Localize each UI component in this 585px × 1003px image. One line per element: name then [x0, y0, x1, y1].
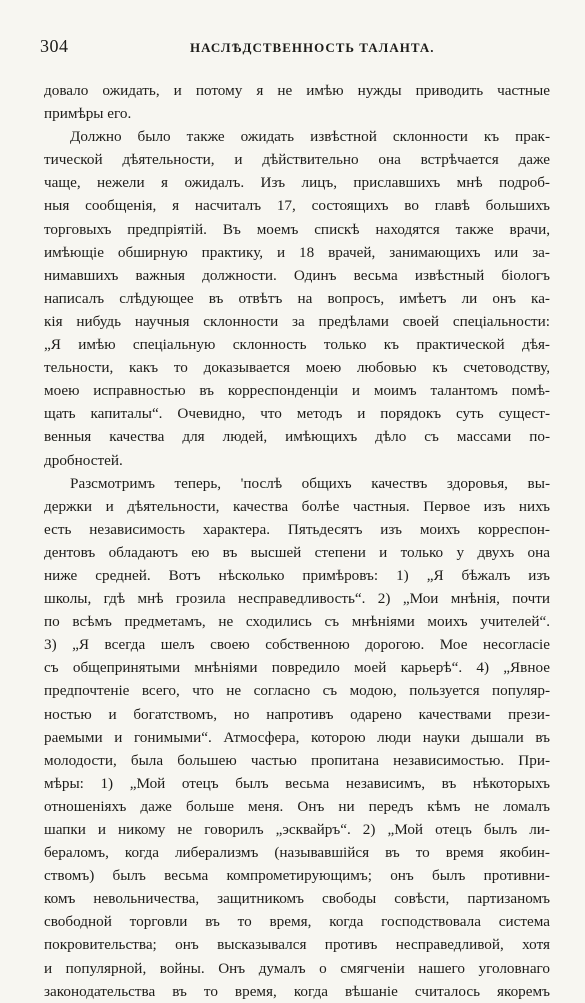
text-line: ствомъ) былъ весьма компрометирующимъ; онъ былъ противни-	[44, 867, 550, 885]
text-line: шапки и никому не говорилъ „эсквайръ“. 2) „Мой отецъ былъ ли-	[44, 821, 550, 838]
text-line: ныя сообщенія, я насчиталъ 17, состоящихъ во главѣ большихъ	[44, 197, 550, 215]
text-line: отношеніяхъ даже больше меня. Онъ ни передъ кѣмъ не ломалъ	[44, 797, 550, 815]
text-line: школы, гдѣ мнѣ грозила несправедливость“. 2) „Мои мнѣнія, почти	[44, 590, 550, 608]
text-line: по всѣмъ предметамъ, не сходились съ мнѣніями моихъ учителей“.	[44, 613, 550, 631]
page-number: 304	[40, 36, 69, 56]
text-line: и популярной, войны. Онъ думалъ о смягченіи нашего уголовнаго	[44, 959, 550, 977]
text-line: тической дѣятельности, и дѣйствительно она встрѣчается даже	[44, 151, 550, 169]
text-line: торговыхъ предпріятій. Въ моемъ спискѣ находятся также врачи,	[44, 220, 550, 238]
text-line: венныя качества для людей, имѣющихъ дѣло съ массами по-	[44, 428, 550, 446]
text-line: дробностей.	[44, 451, 123, 469]
text-line: молодости, была большею частью пропитана независимостью. При-	[44, 751, 550, 769]
text-line: имѣющіе обширную практику, и 18 врачей, занимающихъ или за-	[44, 243, 550, 261]
text-line: примѣры его.	[44, 105, 132, 123]
text-line: написалъ слѣдующее въ отвѣтъ на вопросъ, имѣетъ ли онъ ка-	[44, 289, 550, 307]
text-line: есть независимость характера. Пятьдесятъ изъ моихъ корреспон-	[44, 520, 550, 538]
text-line: комъ невольничества, защитникомъ свободы совѣсти, партизаномъ	[44, 890, 550, 908]
text-line: моею исправностью въ корреспонденціи и моимъ талантомъ помѣ-	[44, 382, 550, 400]
text-line: 3) „Я всегда шелъ своею собственною дорогою. Мое несогласіе	[44, 636, 550, 654]
text-line: дентовъ обладаютъ ею въ высшей степени и только у двухъ она	[44, 543, 550, 561]
running-title: НАСЛѢДСТВЕННОСТЬ ТАЛАНТА.	[190, 40, 435, 55]
text-line: нимавшихъ важныя должности. Одинъ весьма извѣстный біологъ	[44, 266, 550, 284]
text-line: Должно было также ожидать извѣстной склонности къ прак-	[70, 128, 550, 146]
text-line: бераломъ, когда либерализмъ (называвшійся въ то время якобин-	[44, 844, 550, 862]
text-line: покровительства; онъ высказывался противъ несправедливой, хотя	[44, 936, 550, 954]
text-line: предпочтеніе всего, что не согласно съ модою, пользуется популяр-	[44, 682, 550, 700]
text-line: держки и дѣятельности, качества болѣе частныя. Первое изъ нихъ	[44, 497, 550, 515]
text-line: чаще, нежели я ожидалъ. Изъ лицъ, приславшихъ мнѣ подроб-	[44, 174, 550, 192]
text-line: кія нибудь научныя склонности за предѣлами своей спеціальности:	[44, 312, 550, 330]
text-line: ниже средней. Вотъ нѣсколько примѣровъ: 1) „Я бѣжалъ изъ	[44, 566, 550, 584]
text-line: довало ожидать, и потому я не имѣю нужды приводить частные	[44, 82, 550, 99]
text-line: Разсмотримъ теперь, 'послѣ общихъ качествъ здоровья, вы-	[70, 474, 550, 492]
text-line: свободной торговли въ то время, когда господствовала система	[44, 913, 550, 931]
text-line: „Я имѣю спеціальную склонность только къ практической дѣя-	[44, 336, 550, 354]
page-header	[40, 36, 550, 62]
text-line: законодательства въ то время, когда вѣшаніе считалось якоремъ	[44, 982, 550, 1000]
text-line: ностью и богатствомъ, но напротивъ одарено качествами прези-	[44, 705, 550, 723]
body-text	[44, 79, 550, 1003]
text-line: съ общепринятыми мнѣніями повредило моей карьерѣ“. 4) „Явное	[44, 659, 550, 677]
text-line: тельности, какъ то доказывается моею любовью къ счетоводству,	[44, 359, 550, 377]
text-line: раемыми и гонимыми“. Атмосфера, которою люди науки дышали въ	[44, 728, 550, 746]
text-line: мѣры: 1) „Мой отецъ былъ весьма независимъ, въ нѣкоторыхъ	[44, 774, 550, 792]
text-line: щать капиталы“. Очевидно, что методъ и порядокъ суть сущест-	[44, 405, 550, 423]
